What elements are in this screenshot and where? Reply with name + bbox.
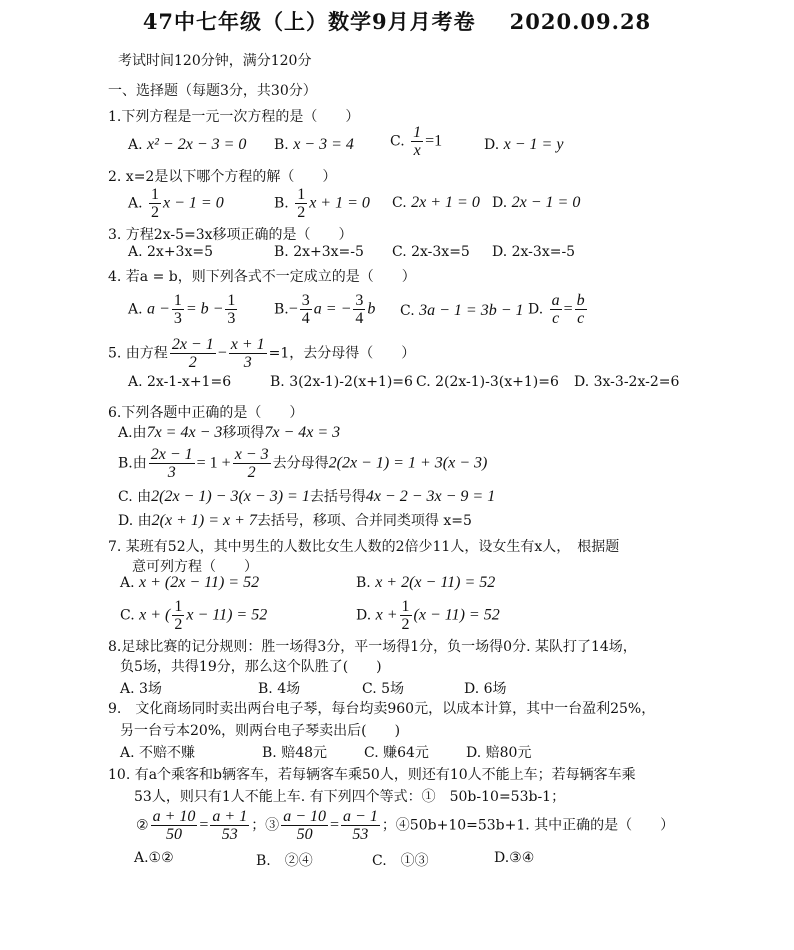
q10-stem-line1: 10. 有a个乘客和b辆客车，若每辆客车乘50人，则还有10人不能上车；若每辆客车乘: [108, 767, 636, 783]
q9-option-b: B. 赔48元: [262, 745, 328, 761]
q10-stem-line2: 53人，则只有1人不能上车. 有下列四个等式：① 50b-10=53b-1；: [134, 789, 566, 805]
q9-option-d: D. 赔80元: [466, 745, 532, 761]
q10-option-d: D.③④: [494, 850, 535, 866]
page-title: [0, 6, 794, 36]
q2-option-d: D. 2x − 1 = 0: [492, 194, 581, 211]
q5-option-c: C. 2(2x-1)-3(x+1)=6: [416, 374, 559, 390]
q5-option-d: D. 3x-3-2x-2=6: [574, 374, 680, 390]
section-heading: 一、选择题（每题3分，共30分）: [108, 83, 317, 99]
q10-equations: ② $\frac{a + 10}{50}$ = $\frac{a + 1}{53}$ ；③ $\frac{a - 10}{50}$ = $\frac{a - 1}{53}$ ；④50b+10=53b+1. 其中正确的是（ ）: [136, 808, 675, 843]
q5-option-a: A. 2x-1-x+1=6: [128, 374, 232, 390]
q4-option-b: B.− $\frac{3}{4}$ a = − $\frac{3}{4}$ b: [274, 292, 376, 327]
q4-option-c: C. 3a − 1 = 3b − 1: [400, 302, 524, 319]
q8-stem-line1: 8.足球比赛的记分规则：胜一场得3分，平一场得1分，负一场得0分. 某队打了14场，: [108, 639, 637, 655]
q3-option-d: D. 2x-3x=-5: [492, 244, 576, 260]
q6-stem: 6.下列各题中正确的是（ ）: [108, 405, 304, 421]
q7-option-c: C. x + ( $\frac{1}{2}$ x − 11) = 52: [120, 598, 268, 633]
q1-option-a: A. x² − 2x − 3 = 0: [128, 136, 247, 153]
q7-stem-line1: 7. 某班有52人，其中男生的人数比女生人数的2倍少11人，设女生有x人， 根据题: [108, 539, 620, 555]
q3-stem: 3. 方程2x-5=3x移项正确的是（ ）: [108, 227, 353, 243]
q1-option-c: C. $\frac{1}{x}$ =1: [390, 124, 443, 159]
q3-option-a: A. 2x+3x=5: [128, 244, 213, 260]
q8-option-b: B. 4场: [258, 681, 301, 697]
q8-option-c: C. 5场: [362, 681, 405, 697]
q5-option-b: B. 3(2x-1)-2(x+1)=6: [270, 374, 413, 390]
q2-option-c: C. 2x + 1 = 0: [392, 194, 480, 211]
q9-option-c: C. 赚64元: [364, 745, 429, 761]
q9-stem-line2: 另一台亏本20%，则两台电子琴卖出后( ): [120, 723, 401, 739]
exam-info: 考试时间120分钟，满分120分: [118, 53, 312, 69]
q6-option-a: A.由7x = 4x − 3移项得7x − 4x = 3: [118, 424, 341, 441]
q10-option-a: A.①②: [134, 850, 174, 866]
q6-option-c: C. 由2(2x − 1) − 3(x − 3) = 1去括号得4x − 2 − 3x − 9 = 1: [118, 488, 496, 505]
q2-option-a: A. $\frac{1}{2}$ x − 1 = 0: [128, 186, 224, 221]
exam-date: 2020.09.28: [509, 9, 652, 34]
q2-stem: 2. x=2是以下哪个方程的解（ ）: [108, 169, 337, 185]
q1-stem: 1.下列方程是一元一次方程的是（ ）: [108, 109, 360, 125]
q8-stem-line2: 负5场，共得19分，那么这个队胜了( ): [120, 659, 382, 675]
q6-option-b: B.由 $\frac{2x - 1}{3}$ = 1 + $\frac{x - 3}{2}$ 去分母得2(2x − 1) = 1 + 3(x − 3): [118, 446, 488, 481]
q7-option-a: A. x + (2x − 11) = 52: [120, 574, 260, 591]
q7-stem-line2: 意可列方程（ ）: [132, 559, 258, 575]
q4-option-d: D. $\frac{a}{c}$ = $\frac{b}{c}$: [528, 292, 585, 327]
q4-option-a: A. a − $\frac{1}{3}$ = b − $\frac{1}{3}$: [128, 292, 236, 327]
q1-option-b: B. x − 3 = 4: [274, 136, 354, 153]
q8-option-a: A. 3场: [120, 681, 162, 697]
q9-option-a: A. 不赔不赚: [120, 745, 196, 761]
q5-stem: 5. 由方程 $\frac{2x - 1}{2}$ − $\frac{x + 1}{3}$ =1，去分母得（ ）: [108, 336, 416, 371]
q7-option-d: D. x + $\frac{1}{2}$ (x − 11) = 52: [356, 598, 500, 633]
q4-stem: 4. 若a = b，则下列各式不一定成立的是（ ）: [108, 269, 416, 285]
exam-title: 47中七年级（上）数学9月月考卷: [142, 9, 476, 34]
q2-option-b: B. $\frac{1}{2}$ x + 1 = 0: [274, 186, 370, 221]
q3-option-b: B. 2x+3x=-5: [274, 244, 364, 260]
q10-option-b: B. ②④: [256, 853, 313, 869]
q9-stem-line1: 9. 文化商场同时卖出两台电子琴，每台均卖960元，以成本计算，其中一台盈利25%，: [108, 701, 656, 717]
q10-option-c: C. ①③: [372, 853, 429, 869]
q7-option-b: B. x + 2(x − 11) = 52: [356, 574, 496, 591]
q8-option-d: D. 6场: [464, 681, 507, 697]
q3-option-c: C. 2x-3x=5: [392, 244, 470, 260]
q1-option-d: D. x − 1 = y: [484, 136, 564, 153]
q6-option-d: D. 由2(x + 1) = x + 7去括号，移项、合并同类项得 x=5: [118, 512, 472, 529]
